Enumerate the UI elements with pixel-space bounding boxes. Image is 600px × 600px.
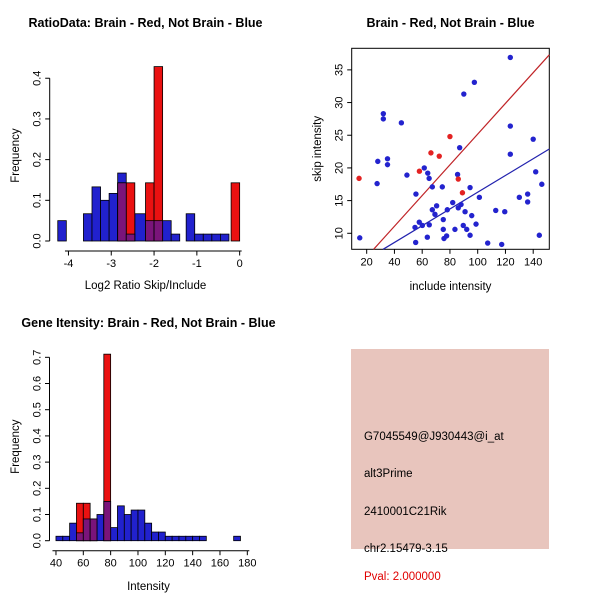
x-tick-label: -2	[149, 258, 159, 270]
x-axis-label: Log2 Ratio Skip/Include	[84, 280, 207, 292]
data-point	[477, 195, 482, 200]
brain-fit-line	[374, 55, 550, 249]
data-point	[472, 80, 477, 85]
gene-intensity-histogram-svg	[0, 300, 300, 600]
hist-bar-blue	[195, 234, 204, 241]
x-tick-label: 160	[210, 557, 230, 570]
data-point	[425, 170, 430, 175]
hist-bar-overlap	[83, 519, 90, 541]
data-point	[428, 150, 433, 155]
hist-bar-red	[231, 183, 240, 241]
data-point	[413, 240, 418, 245]
hist-bar-overlap	[76, 533, 83, 541]
data-point	[450, 200, 455, 205]
data-point	[452, 227, 457, 232]
hist-bar-red	[154, 67, 163, 241]
intensity-scatter-svg	[300, 0, 600, 300]
hist-bar-blue	[203, 234, 212, 241]
x-tick-label: 40	[49, 557, 63, 570]
data-point	[455, 172, 460, 177]
data-point	[422, 165, 427, 170]
data-point	[533, 169, 538, 174]
data-point	[441, 217, 446, 222]
x-axis-label: include intensity	[409, 281, 492, 293]
hist-bar-blue	[165, 536, 172, 540]
y-tick-label: 0.5	[31, 402, 44, 418]
hist-bar-blue	[152, 532, 159, 541]
hist-bar-blue	[58, 221, 67, 241]
x-tick-label: 100	[468, 256, 487, 269]
y-axis-label: Frequency	[10, 128, 22, 183]
hist-bar-blue	[135, 214, 146, 241]
data-point	[426, 176, 431, 181]
data-point	[485, 240, 490, 245]
panel-ratio-histogram	[0, 0, 300, 300]
chromosome-location-text: chr2.15479-3.15	[363, 543, 448, 555]
data-point	[502, 209, 507, 214]
splice-type-text: alt3Prime	[363, 468, 413, 480]
x-tick-label: -4	[63, 258, 74, 270]
hist-bar-blue	[186, 536, 193, 540]
y-tick-label: 0.0	[31, 533, 44, 549]
hist-bar-overlap	[104, 501, 111, 540]
x-tick-label: 80	[443, 256, 457, 269]
hist-bar-overlap	[118, 183, 127, 241]
data-point	[417, 168, 422, 173]
data-point	[441, 227, 446, 232]
data-point	[473, 221, 478, 226]
data-point	[385, 162, 390, 167]
data-point	[357, 235, 362, 240]
data-point	[447, 134, 452, 139]
data-point	[381, 111, 386, 116]
y-tick-label: 0.1	[31, 192, 44, 208]
x-tick-label: 140	[183, 557, 202, 570]
data-point	[427, 222, 432, 227]
x-tick-label: 40	[388, 256, 401, 269]
y-tick-label: 30	[333, 96, 346, 109]
gene-info-box	[351, 349, 549, 583]
hist-bar-overlap	[154, 221, 163, 241]
data-point	[444, 233, 449, 238]
data-point	[508, 151, 513, 156]
hist-bar-blue	[109, 193, 118, 241]
data-point	[462, 209, 467, 214]
y-tick-label: 0.0	[31, 233, 44, 249]
y-tick-label: 20	[333, 161, 346, 175]
y-tick-label: 0.2	[31, 480, 44, 496]
data-point	[374, 181, 379, 186]
hist-bar-blue	[163, 221, 172, 241]
hist-bar-overlap	[146, 221, 155, 241]
x-tick-label: 20	[360, 256, 373, 269]
hist-bar-blue	[117, 506, 124, 541]
data-point	[458, 202, 463, 207]
hist-bar-blue	[145, 523, 152, 541]
data-point	[469, 213, 474, 218]
hist-bar-blue	[131, 510, 138, 541]
data-point	[499, 242, 504, 247]
data-point	[385, 156, 390, 161]
hist-bar-blue	[70, 523, 77, 541]
data-point	[539, 182, 544, 187]
data-point	[525, 191, 530, 196]
hist-bar-blue	[111, 528, 118, 541]
y-tick-label: 15	[333, 194, 346, 207]
y-axis-label: skip intensity	[312, 115, 324, 182]
plot-frame	[352, 48, 550, 249]
data-point	[399, 120, 404, 125]
x-tick-label: 60	[416, 256, 429, 269]
probe-id-text: G7045549@J930443@i_at	[363, 430, 504, 443]
x-tick-label: 80	[104, 557, 117, 570]
y-tick-label: 0.4	[31, 70, 44, 86]
x-tick-label: -3	[106, 258, 117, 270]
panel-gene-intensity-histogram	[0, 300, 300, 600]
data-point	[437, 153, 442, 158]
data-point	[525, 199, 530, 204]
hist-bar-overlap	[90, 519, 97, 541]
hist-bar-blue	[101, 200, 110, 241]
y-tick-label: 0.2	[31, 151, 44, 168]
data-point	[430, 207, 435, 212]
hist-bar-blue	[172, 536, 179, 540]
hist-bar-blue	[171, 234, 180, 241]
data-point	[457, 145, 462, 150]
x-axis-label: Intensity	[127, 581, 170, 593]
ratio-histogram-svg	[0, 0, 300, 300]
hist-bar-blue	[92, 187, 101, 241]
y-tick-label: 0.6	[31, 375, 44, 392]
data-point	[440, 184, 445, 189]
hist-bar-red	[126, 183, 135, 241]
x-tick-label: 120	[496, 256, 515, 269]
hist-bar-blue	[179, 536, 186, 540]
panel-gene-info	[300, 300, 600, 600]
y-tick-label: 0.3	[31, 454, 44, 470]
y-tick-label: 35	[333, 63, 346, 76]
data-point	[537, 233, 542, 238]
y-tick-label: 0.7	[31, 349, 44, 365]
y-axis-label: Frequency	[10, 419, 22, 474]
data-point	[461, 91, 466, 96]
data-point	[456, 176, 461, 181]
x-tick-label: 0	[236, 258, 243, 270]
hist-bar-blue	[83, 214, 92, 241]
data-point	[375, 159, 380, 164]
pval-text: Pval: 2.000000	[363, 570, 441, 583]
y-tick-label: 0.4	[31, 428, 44, 444]
x-tick-label: 140	[524, 256, 543, 269]
data-point	[445, 207, 450, 212]
data-point	[460, 190, 465, 195]
data-point	[356, 176, 361, 181]
hist-bar-blue	[234, 536, 241, 540]
notbrain-fit-line	[383, 149, 549, 249]
chart-title: RatioData: Brain - Red, Not Brain - Blue	[28, 16, 263, 30]
data-point	[412, 225, 417, 230]
data-point	[493, 208, 498, 213]
data-point	[508, 123, 513, 128]
hist-bar-blue	[124, 515, 131, 541]
hist-bar-blue	[193, 536, 200, 540]
x-tick-label: -1	[191, 258, 202, 270]
data-point	[425, 235, 430, 240]
y-tick-label: 0.1	[31, 506, 44, 523]
data-point	[464, 227, 469, 232]
data-point	[381, 116, 386, 121]
data-point	[517, 195, 522, 200]
x-tick-label: 180	[238, 557, 257, 570]
hist-bar-overlap	[126, 234, 135, 241]
data-point	[467, 185, 472, 190]
data-point	[467, 233, 472, 238]
hist-bar-blue	[56, 536, 63, 540]
hist-bar-blue	[199, 536, 206, 540]
data-point	[413, 191, 418, 196]
points-not-brain	[357, 55, 544, 247]
data-point	[432, 212, 437, 217]
y-tick-label: 25	[333, 129, 346, 142]
chart-title: Brain - Red, Not Brain - Blue	[366, 16, 535, 30]
hist-bar-blue	[220, 234, 229, 241]
y-tick-label: 0.3	[31, 111, 44, 127]
points-brain	[356, 134, 465, 196]
x-tick-label: 120	[156, 557, 175, 570]
data-point	[531, 136, 536, 141]
data-point	[434, 203, 439, 208]
x-tick-label: 100	[128, 557, 148, 570]
data-point	[404, 172, 409, 177]
chart-title: Gene Itensity: Brain - Red, Not Brain - Blue	[21, 316, 276, 330]
y-tick-label: 10	[333, 227, 346, 240]
hist-bar-blue	[63, 536, 70, 540]
x-tick-label: 60	[77, 557, 90, 570]
hist-bar-blue	[138, 510, 145, 541]
hist-bar-blue	[97, 515, 104, 541]
hist-bar-blue	[212, 234, 221, 241]
gene-symbol-text: 2410001C21Rik	[363, 505, 447, 518]
hist-bar-blue	[158, 532, 165, 541]
panel-intensity-scatter	[300, 0, 600, 300]
hist-bar-blue	[186, 214, 195, 241]
data-point	[430, 184, 435, 189]
data-point	[420, 223, 425, 228]
data-point	[508, 55, 513, 60]
